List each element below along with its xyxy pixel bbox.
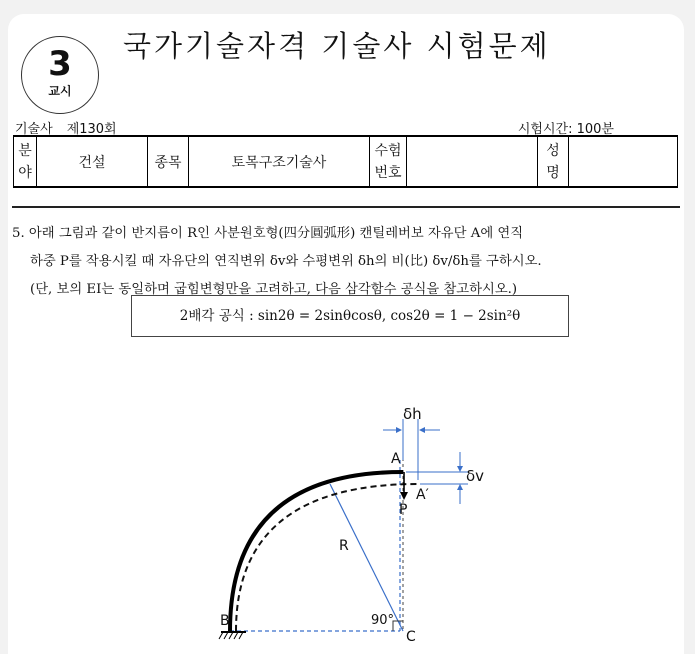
category-label: 종목: [148, 136, 189, 187]
session-label: 교시: [48, 84, 72, 98]
exam-time: 시험시간: 100분: [517, 122, 614, 137]
field-value: 건설: [37, 136, 148, 187]
label-c: C: [406, 629, 416, 645]
load-arrow-head: [400, 492, 408, 500]
field-label: 분 야: [14, 136, 37, 187]
name-label: 성 명: [538, 136, 569, 187]
label-a-prime: A′: [416, 487, 429, 503]
radius-line: [330, 484, 403, 631]
exam-round: 제130회: [66, 122, 117, 137]
label-angle: 90°: [371, 613, 395, 628]
question-line-3: (단, 보의 EI는 동일하며 굽힘변형만을 고려하고, 다음 삼각함수 공식을 참고하시오.): [30, 282, 518, 297]
label-delta-v: δv: [466, 467, 485, 485]
label-r: R: [339, 538, 349, 554]
right-angle-marker: [393, 621, 403, 631]
label-delta-h: δh: [403, 405, 422, 423]
exam-number-label: 수험 번호: [370, 136, 407, 187]
label-p: P: [399, 502, 408, 518]
session-number: 3: [48, 44, 72, 84]
beam-figure: [8, 14, 684, 654]
question-line-1: 5. 아래 그림과 같이 반지름이 R인 사분원호형(四分圓弧形) 캔틸레버보 자유단 A에 연직: [12, 226, 524, 241]
exam-sheet: [8, 14, 684, 654]
label-b: B: [220, 613, 230, 629]
label-a: A: [391, 451, 401, 467]
support-hatch: [219, 632, 243, 639]
exam-type: 기술사: [15, 122, 53, 137]
formula-box: 2배각 공식 : sin2θ = 2sinθcosθ, cos2θ = 1 − 2sin²θ: [131, 295, 569, 337]
deformed-curve: [236, 484, 418, 631]
page-title: 국가기술자격 기술사 시험문제: [123, 29, 551, 63]
category-value: 토목구조기술사: [189, 136, 370, 187]
question-line-2: 하중 P를 작용시킬 때 자유단의 연직변위 δv와 수평변위 δh의 비(比) δv/δh를 구하시오.: [30, 254, 542, 269]
